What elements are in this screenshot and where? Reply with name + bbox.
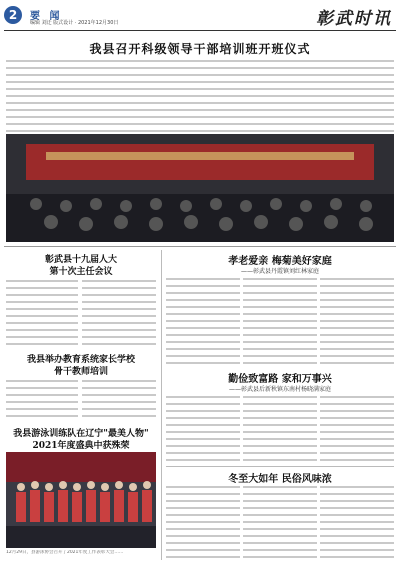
header-rule [4, 30, 396, 31]
right-article-2-col1 [166, 396, 240, 462]
section-rule [4, 246, 396, 247]
right-article-1-col2 [243, 278, 317, 364]
left-article-2-col1 [6, 380, 78, 420]
page-number-badge: 2 [4, 6, 22, 24]
column-divider [161, 250, 162, 560]
right-article-2-col2 [243, 396, 317, 462]
left-headline-2b: 骨干教师培训 [53, 367, 108, 377]
right-headline-1: 孝老爱亲 梅菊美好家庭 [228, 256, 332, 267]
swimming-photo-caption: 12月29日，县游泳协会召开了2021年度工作表彰大会…… [6, 550, 124, 555]
header-meta: 编辑 刘迁 版式设计 · 2021年12月30日 [30, 20, 119, 26]
right-article-3-col1 [166, 486, 240, 558]
right-article-2-col3 [320, 396, 394, 462]
top-article-body [6, 60, 394, 132]
right-headline-3: 冬至大如年 民俗风味浓 [228, 474, 332, 485]
right-article-1-col3 [320, 278, 394, 364]
right-headline-2: 勤俭致富路 家和万事兴 [228, 374, 332, 385]
masthead: 彰武时讯 [316, 9, 392, 29]
right-article-3-col3 [320, 486, 394, 558]
top-headline: 我县召开科级领导干部培训班开班仪式 [89, 42, 311, 56]
left-headline-1b: 第十次主任会议 [49, 267, 113, 277]
left-article-1-col1 [6, 280, 78, 346]
right-article-3-col2 [243, 486, 317, 558]
left-article-1-col2 [82, 280, 156, 346]
left-headline-3a: 我县游泳训练队在辽宁"最美人物" [13, 429, 149, 439]
right-subheadline-1: ——彰武县丹霞镇刘红林家庭 [240, 268, 319, 275]
swimming-team-illustration [6, 452, 156, 548]
swimming-team-photo [6, 452, 156, 548]
training-photo [6, 134, 394, 242]
left-headline-2a: 我县举办教育系统家长学校 [26, 355, 135, 365]
right-section-rule [166, 466, 394, 467]
left-headline-3b: 2021年度盛典中获殊荣 [32, 441, 130, 451]
training-photo-illustration [6, 134, 394, 242]
right-article-1-col1 [166, 278, 240, 364]
section-title: 要 闻 [30, 11, 63, 22]
left-headline-1a: 彰武县十九届人大 [44, 255, 117, 265]
right-subheadline-2: ——彰武县后新秋镇东南村杨晓满家庭 [228, 386, 331, 393]
left-article-2-col2 [82, 380, 156, 420]
